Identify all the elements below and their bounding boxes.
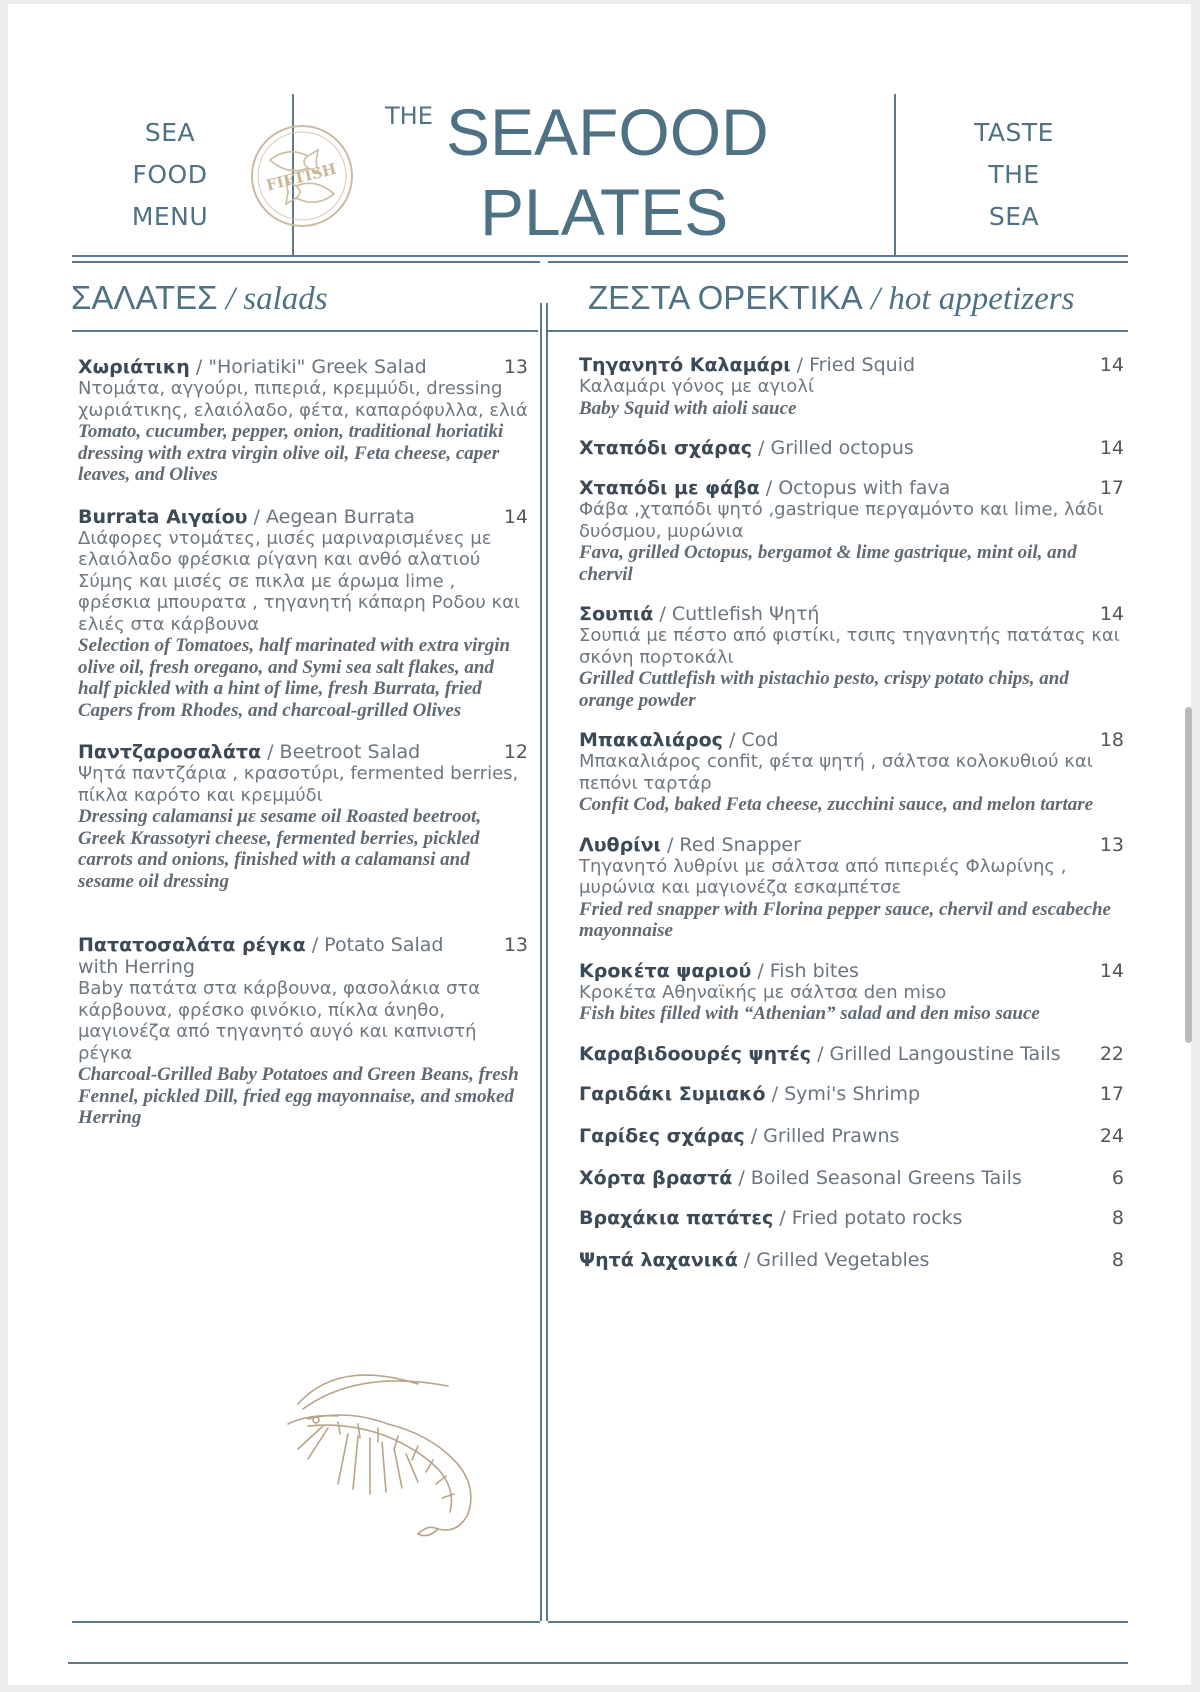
list-item xyxy=(579,1167,1124,1189)
header-right-word-3: SEA xyxy=(988,202,1040,231)
item-name-gr: Ψητά λαχανικά xyxy=(579,1248,738,1271)
item-name-en: / Grilled Prawns xyxy=(744,1124,900,1147)
footer-rule-bottom xyxy=(68,1662,1128,1664)
item-name-en: / Cod xyxy=(722,729,779,751)
item-desc-en: Grilled Cuttlefish with pistachio pesto, crispy potato chips, and orange powder xyxy=(579,668,1069,711)
salads-title-rule xyxy=(72,330,538,332)
item-desc-gr: Καλαμάρι γόνος με αγιολί xyxy=(579,376,815,397)
header-rule-top xyxy=(72,255,1128,257)
item-price: 14 xyxy=(1099,603,1124,625)
item-desc-en: Dressing calamansi με sesame oil Roasted beetroot, Greek Krassotyri cheese, fermented berries, pickled carrots and onions, finished with a calamansi and sesame oil dressing xyxy=(78,806,482,892)
logo-text: FIFTISH xyxy=(264,159,339,195)
list-item xyxy=(579,603,1124,711)
header-right-word-1: TASTE xyxy=(974,118,1054,147)
salads-title-gr: ΣΑΛΑΤΕΣ xyxy=(71,279,218,316)
item-desc-en: Fried red snapper with Florina pepper sauce, chervil and escabeche mayonnaise xyxy=(579,898,1111,941)
list-item xyxy=(579,477,1124,585)
item-price: 14 xyxy=(503,505,528,528)
list-item xyxy=(579,1207,1124,1229)
item-name-gr: Σουπιά xyxy=(579,603,654,625)
item-price: 18 xyxy=(1099,729,1124,751)
salads-title-sep: / xyxy=(217,281,244,317)
list-item xyxy=(579,1125,1124,1147)
item-desc-gr: Τηγανητό λυθρίνι με σάλτσα από πιπεριές Φλωρίνης , μυρώνια και μαγιονέζα εσκαμπέτσε xyxy=(579,855,1067,898)
title-the: THE xyxy=(385,102,433,130)
item-desc-gr: Κροκέτα Αθηναϊκής με σάλτσα den miso xyxy=(579,981,947,1003)
list-item xyxy=(579,1249,1124,1271)
header-left-word-2: FOOD xyxy=(132,160,208,189)
item-desc-gr: Σουπιά με πέστο από φιστίκι, τσιπς τηγανητής πατάτας και σκόνη πορτοκάλι xyxy=(579,625,1120,668)
list-item xyxy=(579,1083,1124,1105)
header-left-word-1: SEA xyxy=(144,118,196,147)
item-name-gr: Χταπόδι με φάβα xyxy=(579,477,760,499)
item-name-en: / Fried potato rocks xyxy=(773,1206,963,1229)
item-name-gr: Χταπόδι σχάρας xyxy=(579,437,753,459)
item-desc-en: Fava, grilled Octopus, bergamot & lime gastrique, mint oil, and chervil xyxy=(579,542,1077,585)
item-price: 17 xyxy=(1099,1082,1124,1105)
item-name-gr: Καραβιδοουρές ψητές xyxy=(579,1042,812,1065)
hot-title-en: hot appetizers xyxy=(888,281,1075,317)
item-name-gr: Burrata Αιγαίου xyxy=(78,505,248,528)
item-price: 13 xyxy=(503,356,528,378)
list-item xyxy=(579,834,1124,942)
header-right-divider xyxy=(894,94,896,256)
list-item xyxy=(78,356,528,486)
title-seafood: SEAFOOD xyxy=(446,95,769,169)
item-desc-en: Tomato, cucumber, pepper, onion, traditional horiatiki dressing with extra virgin olive oil, Feta cheese, caper leaves, and Olives xyxy=(78,421,504,485)
hot-appetizers-list xyxy=(579,354,1124,1271)
item-name-gr: Πατατοσαλάτα ρέγκα xyxy=(78,934,306,956)
item-price: 14 xyxy=(1099,959,1124,982)
header-right-word-2: THE xyxy=(988,160,1040,189)
center-divider-left xyxy=(540,303,542,1621)
list-item xyxy=(78,506,528,722)
salads-list xyxy=(78,356,528,1129)
scrollbar[interactable] xyxy=(1185,707,1192,1043)
item-price: 8 xyxy=(1111,1206,1124,1229)
header-left-word-3: MENU xyxy=(131,202,209,231)
item-name-en: / Grilled Langoustine Tails xyxy=(811,1042,1061,1065)
item-price: 6 xyxy=(1111,1166,1124,1189)
salads-title-en: salads xyxy=(243,281,328,317)
item-name-en: / Fried Squid xyxy=(790,354,916,376)
footer-rule-left xyxy=(72,1621,540,1623)
item-price: 17 xyxy=(1099,477,1124,499)
item-name-gr: Γαρίδες σχάρας xyxy=(579,1124,745,1147)
item-name-gr: Κροκέτα ψαριού xyxy=(579,959,752,982)
item-desc-en: Baby Squid with aioli sauce xyxy=(579,397,797,419)
item-name-gr: Μπακαλιάρος xyxy=(579,729,723,751)
item-name-en: / Grilled octopus xyxy=(752,437,914,459)
item-name-gr: Λυθρίνι xyxy=(579,833,661,856)
header-rule-right xyxy=(548,261,1128,263)
item-desc-en: Confit Cod, baked Feta cheese, zucchini sauce, and melon tartare xyxy=(579,794,1094,815)
list-item xyxy=(579,354,1124,419)
item-name-en: / Boiled Seasonal Greens Tails xyxy=(732,1166,1022,1189)
hot-title-gr: ΖΕΣΤΑ ΟΡΕΚΤΙΚΑ xyxy=(588,279,863,316)
item-desc-gr: Baby πατάτα στα κάρβουνα, φασολάκια στα κάρβουνα, φρέσκο φινόκιο, πίκλα άνηθο, μαγιονέζα από τηγανητό αυγό και καπνιστή ρέγκα xyxy=(78,978,481,1064)
item-desc-en: Charcoal-Grilled Baby Potatoes and Green Beans, fresh Fennel, pickled Dill, fried egg mayonnaise, and smoked Herring xyxy=(78,1064,519,1128)
item-price: 13 xyxy=(1099,833,1124,856)
item-price: 13 xyxy=(503,934,528,956)
item-name-gr: Βραχάκια πατάτες xyxy=(579,1206,774,1229)
item-name-en: / Red Snapper xyxy=(660,833,801,856)
item-price: 14 xyxy=(1099,354,1124,376)
item-name-en: / "Horiatiki" Greek Salad xyxy=(189,356,427,378)
salads-title xyxy=(71,279,328,318)
item-name-gr: Παντζαροσαλάτα xyxy=(78,741,262,763)
item-desc-gr: Διάφορες ντομάτες, μισές μαριναρισμένες με ελαιόλαδο φρέσκια ρίγανη και ανθό αλατιού Σύμης και μισές σε πικλα με άρωμα lime , φρέσκια μπουρατα , τηγανητή κάπαρη Ροδου και ελιές στα κάρβουνα xyxy=(78,527,521,635)
shrimp-illustration-icon xyxy=(278,1364,508,1544)
item-name-en: / Cuttlefish Ψητή xyxy=(653,603,820,625)
item-price: 22 xyxy=(1099,1042,1124,1065)
hot-appetizers-title xyxy=(588,279,1074,318)
item-desc-en: Selection of Tomatoes, half marinated with extra virgin olive oil, fresh oregano, and Symi sea salt flakes, and half pickled with a hint of lime, fresh Burrata, fried Capers from Rhodes, and charcoal-grilled Olives xyxy=(78,635,511,721)
title-plates: PLATES xyxy=(480,175,729,249)
list-item xyxy=(579,1043,1124,1065)
center-divider-right xyxy=(546,303,548,1621)
item-name-en: / Potato Salad with Herring xyxy=(78,934,444,978)
item-desc-gr: Φάβα ,χταπόδι ψητό ,gastrique περγαμόντο και lime, λάδι δυόσμου, μυρώνια xyxy=(579,499,1104,542)
item-desc-gr: Ψητά παντζάρια , κρασοτύρι, fermented berries, πίκλα καρότο και κρεμμύδι xyxy=(78,763,519,806)
item-name-en: / Beetroot Salad xyxy=(261,741,421,763)
list-item xyxy=(579,437,1124,459)
list-item xyxy=(579,960,1124,1025)
item-name-en: / Grilled Vegetables xyxy=(737,1248,930,1271)
item-name-gr: Γαριδάκι Συμιακό xyxy=(579,1082,766,1105)
hot-title-sep: / xyxy=(862,281,889,317)
item-name-gr: Χόρτα βραστά xyxy=(579,1166,733,1189)
hot-title-rule xyxy=(548,330,1128,332)
list-item xyxy=(579,729,1124,816)
item-name-en: / Symi's Shrimp xyxy=(765,1082,921,1105)
list-item xyxy=(78,934,528,1129)
item-desc-en: Fish bites filled with “Athenian” salad and den miso sauce xyxy=(579,1003,1040,1024)
item-price: 12 xyxy=(503,741,528,763)
item-price: 8 xyxy=(1111,1248,1124,1271)
item-desc-gr: Μπακαλιάρος confit, φέτα ψητή , σάλτσα κολοκυθιού και πεπόνι ταρτάρ xyxy=(579,751,1093,794)
item-price: 24 xyxy=(1099,1124,1124,1147)
item-name-en: / Aegean Burrata xyxy=(247,505,415,528)
header-rule-left xyxy=(72,261,540,263)
footer-rule-right xyxy=(548,1621,1128,1623)
item-name-en: / Octopus with fava xyxy=(759,477,951,499)
item-desc-gr: Ντομάτα, αγγούρι, πιπεριά, κρεμμύδι, dressing χωριάτικης, ελαιόλαδο, φέτα, καπαρόφυλλα, ελιά xyxy=(78,378,528,421)
fish-stamp-logo-icon xyxy=(248,122,356,230)
item-name-gr: Τηγανητό Καλαμάρι xyxy=(579,354,791,376)
menu-page xyxy=(8,4,1191,1685)
item-name-gr: Χωριάτικη xyxy=(78,356,190,378)
item-price: 14 xyxy=(1099,437,1124,459)
list-item xyxy=(78,741,528,892)
item-name-en: / Fish bites xyxy=(751,959,859,982)
